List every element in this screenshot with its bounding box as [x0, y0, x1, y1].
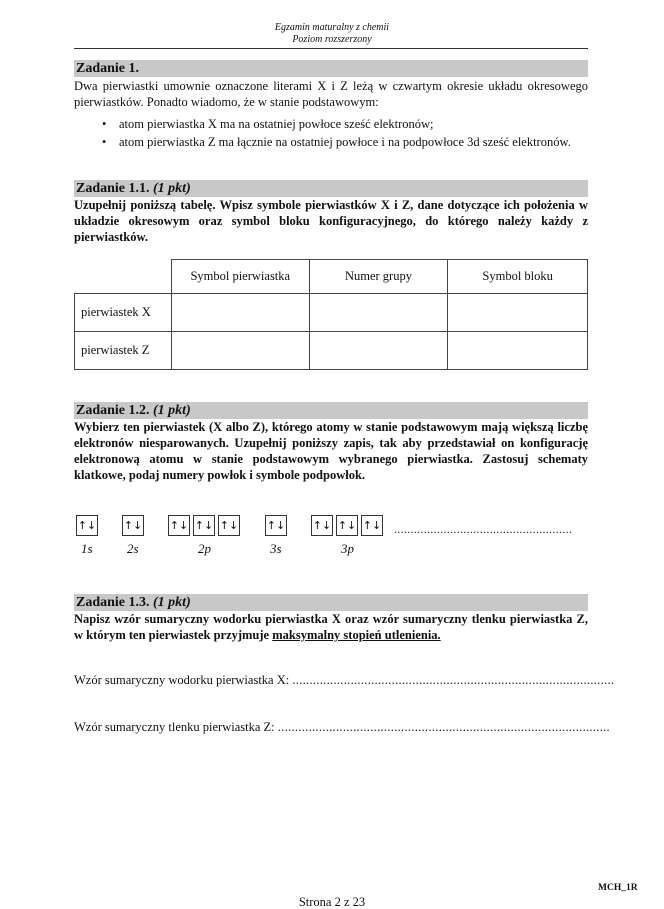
answer-cell-x-group[interactable] [309, 294, 448, 332]
answer-oxide-label: Wzór sumaryczny tlenku pierwiastka Z: [74, 720, 275, 734]
table-header-group: Numer grupy [309, 260, 448, 294]
task1-1-title: Zadanie 1.1. [76, 181, 150, 196]
task1-bullet-1 [74, 116, 588, 132]
task1-title-bar [74, 60, 588, 77]
task1-1-instruction: Uzupełnij poniższą tabelę. Wpisz symbole pierwiastków X i Z, dane dotyczące ich położenia w układzie okresowym oraz symbol bloku konfiguracyjnego, do którego należy każdy z pierwiastków. [74, 198, 588, 244]
task1-bullet-text: atom pierwiastka X ma na ostatniej powłoce sześć elektronów; [119, 117, 434, 131]
sublevel-label-2p: 2p [198, 541, 211, 556]
orbital-box-1s: ↑↓ [76, 515, 98, 536]
orbital-box-3p: ↑↓ [336, 515, 358, 536]
task1-bullet-list [74, 116, 588, 152]
sublevel-label-3s: 3s [270, 541, 282, 556]
task1-3-instruction-emphasis: maksymalny stopień utlenienia. [272, 628, 441, 642]
table-header-symbol: Symbol pierwiastka [171, 260, 309, 294]
orbital-box-2p: ↑↓ [168, 515, 190, 536]
answer-cell-z-symbol[interactable] [171, 332, 309, 370]
task1-3-title: Zadanie 1.3. [76, 595, 150, 610]
answer-hydride-line[interactable]: .............................................................................................. [292, 673, 615, 687]
answer-cell-z-block[interactable] [448, 332, 588, 370]
task1-1-title-bar [74, 180, 588, 197]
table-row [75, 332, 588, 370]
running-header [0, 22, 664, 46]
row-label-x: pierwiastek X [75, 294, 172, 332]
answer-oxide [74, 720, 610, 735]
answer-hydride-label: Wzór sumaryczny wodorku pierwiastka X: [74, 673, 290, 687]
bullet-dot-icon: • [102, 117, 107, 131]
answer-cell-x-symbol[interactable] [171, 294, 309, 332]
task1-title: Zadanie 1. [76, 61, 140, 76]
header-rule [74, 48, 588, 49]
row-label-z: pierwiastek Z [75, 332, 172, 370]
answer-cell-z-group[interactable] [309, 332, 448, 370]
sublevel-label-2s: 2s [127, 541, 139, 556]
task1-3-instruction [74, 611, 588, 643]
header-exam-title: Egzamin maturalny z chemii [274, 22, 390, 33]
task1-bullet-text: atom pierwiastka Z ma łącznie na ostatniej powłoce i na podpowłoce 3d sześć elektronów. [119, 135, 571, 149]
element-table [74, 259, 588, 370]
task1-intro: Dwa pierwiastki umownie oznaczone literami X i Z leżą w czwartym okresie układu okresowego pierwiastków. Ponadto wiadomo, że w stanie podstawowym: [74, 79, 588, 109]
task1-3-instruction-text: Napisz wzór sumaryczny wodorku pierwiastka X oraz wzór sumaryczny tlenku pierwiastka Z, w którym ten pierwiastek przyjmuje [74, 612, 588, 642]
sublevel-label-1s: 1s [81, 541, 93, 556]
table-corner-cell [75, 260, 172, 294]
answer-hydride [74, 673, 614, 688]
task1-1-points: (1 pkt) [153, 181, 191, 196]
page-number: Strona 2 z 23 [298, 895, 366, 909]
table-header-row [75, 260, 588, 294]
exam-code: MCH_1R [598, 883, 638, 893]
task1-2-title: Zadanie 1.2. [76, 403, 150, 418]
task1-2-title-bar [74, 402, 588, 419]
bullet-dot-icon: • [102, 135, 107, 149]
answer-oxide-line[interactable]: ................................................................................................. [277, 720, 610, 734]
task1-3-points: (1 pkt) [153, 595, 191, 610]
configuration-answer-line[interactable]: ...................................................... [394, 522, 573, 536]
table-row [75, 294, 588, 332]
orbital-box-2p: ↑↓ [218, 515, 240, 536]
orbital-box-3p: ↑↓ [311, 515, 333, 536]
task1-bullet-2 [74, 134, 588, 150]
task1-2-points: (1 pkt) [153, 403, 191, 418]
sublevel-label-3p: 3p [341, 541, 354, 556]
orbital-box-2s: ↑↓ [122, 515, 144, 536]
task1-3-title-bar [74, 594, 588, 611]
answer-cell-x-block[interactable] [448, 294, 588, 332]
orbital-box-2p: ↑↓ [193, 515, 215, 536]
orbital-box-3p: ↑↓ [361, 515, 383, 536]
task1-2-instruction: Wybierz ten pierwiastek (X albo Z), którego atomy w stanie podstawowym mają większą liczbę elektronów niesparowanych. Uzupełnij poniższy zapis, tak aby przedstawiał on konfigurację elektronową atomu w stanie podstawowym wybranego pierwiastka. Zastosuj schematy klatkowe, podaj numery powłok i symbole podpowłok. [74, 420, 588, 482]
header-level: Poziom rozszerzony [292, 34, 372, 45]
orbital-box-3s: ↑↓ [265, 515, 287, 536]
table-header-block: Symbol bloku [448, 260, 588, 294]
